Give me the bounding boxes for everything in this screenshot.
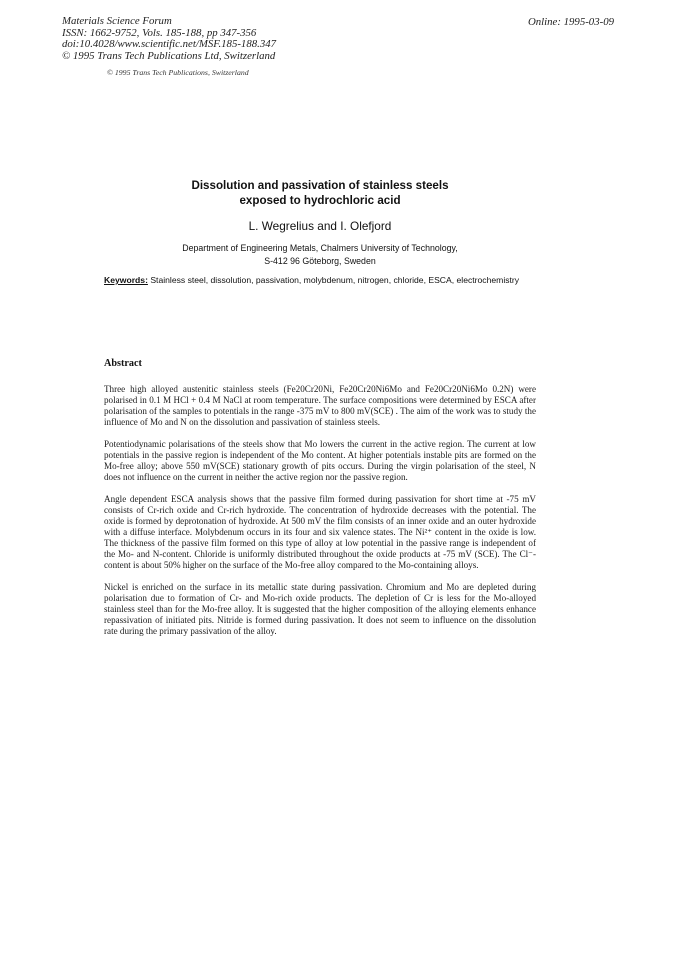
abstract-paragraph: Potentiodynamic polarisations of the steels show that Mo lowers the current in the active region. The current at low potentials in the passive region is independent of the Mo content. At higher potentials instable pits are formed on the Mo-free alloy; above 550 mV(SCE) stationary growth of pits occurs. During the virgin polarisation of the steel, N does not influence on the current in neither the active region nor the passive region. (104, 438, 536, 483)
abstract-paragraph: Three high alloyed austenitic stainless steels (Fe20Cr20Ni, Fe20Cr20Ni6Mo and Fe20Cr20Ni6Mo 0.2N) were polarised in 0.1 M HCl + 0.4 M NaCl at room temperature. The surface compositions were determined by ESCA after polarisation of the samples to potentials in the range -375 mV to 800 mV(SCE) . The aim of the work was to study the influence of Mo and N on the dissolution and passivation of stainless steels. (104, 384, 536, 428)
journal-name: Materials Science Forum (62, 15, 172, 27)
affiliation (100, 242, 540, 267)
keywords-text: Stainless steel, dissolution, passivation, molybdenum, nitrogen, chloride, ESCA, electrochemistry (147, 275, 520, 285)
abstract-paragraph: Angle dependent ESCA analysis shows that the passive film formed during passivation for short time at -75 mV consists of Cr-rich oxide and Cr-rich hydroxide. The concentration of hydroxide decreases with the potential. The oxide is formed by deprotonation of hydroxide. At 500 mV the film consists of an inner oxide and an outer hydroxide with a diffuse interface. Molybdenum occurs in its four and six valence states. The Ni²⁺ content in the oxide is low. The thickness of the passive film formed on this type of alloy at low potential in the passive range is independent of the Mo- and N-content. Chloride is uniformly distributed throughout the oxide products at -75 mV (SCE). The Cl⁻-content is about 50% higher on the surface of the Mo-free alloy compared to the Mo-containing alloys. (104, 493, 536, 571)
abstract-body (104, 384, 536, 648)
paper-title (100, 179, 540, 208)
copyright-line: © 1995 Trans Tech Publications Ltd, Switzerland (62, 49, 276, 62)
copyright-small: © 1995 Trans Tech Publications, Switzerland (107, 68, 249, 77)
title-line-1: Dissolution and passivation of stainless steels (191, 179, 449, 192)
affiliation-line-1: Department of Engineering Metals, Chalmers University of Technology, (182, 243, 458, 253)
abstract-paragraph: Nickel is enriched on the surface in its metallic state during passivation. Chromium and Mo are depleted during polarisation due to formation of Cr- and Mo-rich oxide products. The depletion of Cr is less for the Mo-alloyed stainless steel than for the Mo-free alloy. It is suggested that the higher composition of the alloying elements enhance repassivation of initiated pits. Nitride is formed during passivation. It does not seem to influence on the dissolution rate during the primary passivation of the alloy. (104, 581, 536, 637)
publication-header (62, 16, 276, 62)
authors: L. Wegrelius and I. Olefjord (248, 219, 392, 233)
keywords (104, 275, 536, 286)
title-line-2: exposed to hydrochloric acid (239, 193, 401, 207)
abstract-heading: Abstract (104, 358, 142, 369)
online-date: Online: 1995-03-09 (527, 16, 614, 28)
issn-line: ISSN: 1662-9752, Vols. 185-188, pp 347-356 (62, 26, 257, 39)
keywords-label: Keywords: (104, 275, 148, 285)
doi-line: doi:10.4028/www.scientific.net/MSF.185-188.347 (62, 38, 277, 51)
affiliation-line-2: S-412 96 Göteborg, Sweden (264, 255, 376, 266)
